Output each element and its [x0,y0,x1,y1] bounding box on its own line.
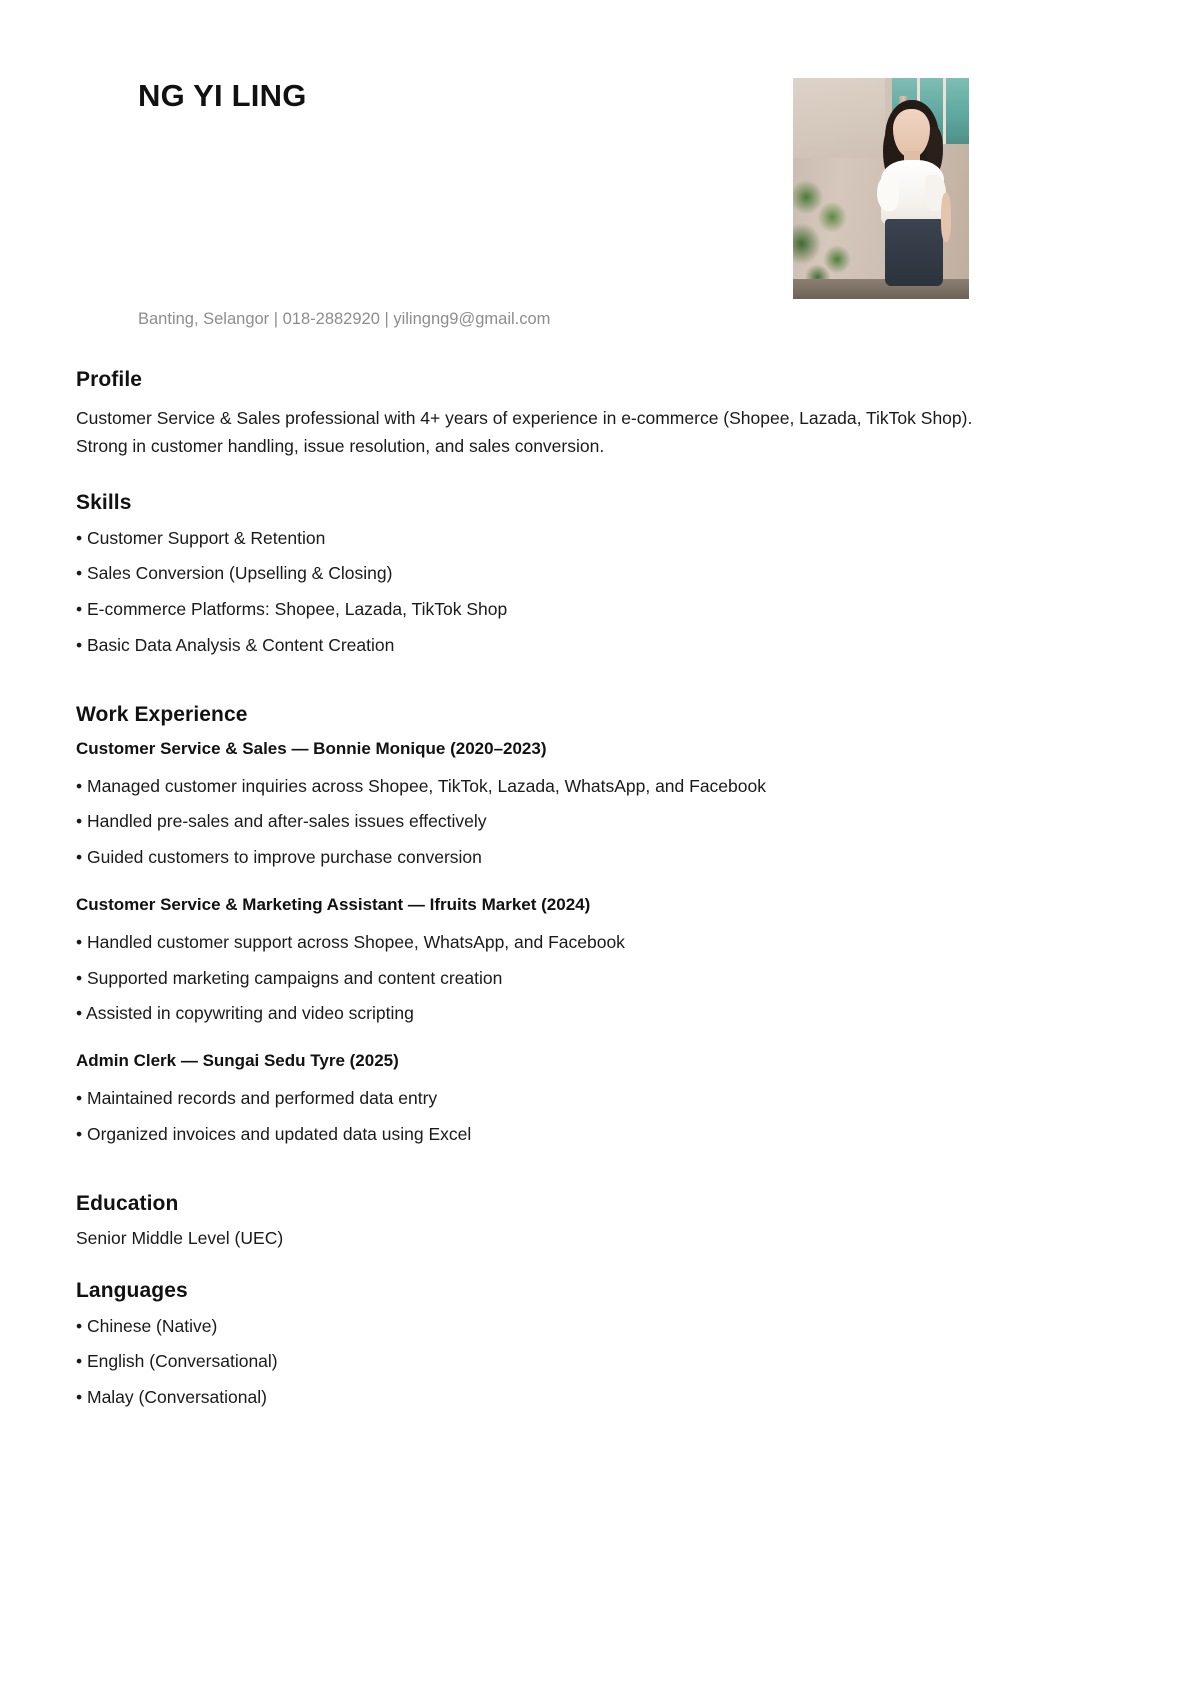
list-item: • E-commerce Platforms: Shopee, Lazada, TikTok Shop [76,599,508,620]
photo-ground [793,279,969,299]
work-experience-section [76,703,1026,1146]
photo-person-arm [941,193,952,242]
page-title: NG YI LING [138,78,307,113]
list-item: • Handled customer support across Shopee, WhatsApp, and Facebook [76,931,625,952]
list-item: • Chinese (Native) [76,1315,218,1336]
job-entry [76,1051,1026,1146]
photo-wall-panel [793,78,885,158]
list-item: • Assisted in copywriting and video scripting [76,1003,414,1024]
photo-person-skirt [885,219,943,285]
photo-foliage [793,175,863,286]
education-heading: Education [76,1191,179,1215]
work-experience-heading: Work Experience [76,702,248,726]
skills-list [76,527,1026,657]
job-entry [76,895,1026,1025]
skills-heading: Skills [76,490,132,514]
list-item: • Customer Support & Retention [76,527,326,548]
education-section [76,1192,1026,1249]
job-entry [76,739,1026,869]
list-item: • Malay (Conversational) [76,1387,267,1408]
job-bullets [76,931,1026,1025]
resume-body [76,368,1026,1409]
list-item: • Managed customer inquiries across Shopee, TikTok, Lazada, WhatsApp, and Facebook [76,775,766,796]
languages-section [76,1279,1026,1409]
job-bullets [76,1087,1026,1146]
languages-list [76,1315,1026,1409]
job-bullets [76,775,1026,869]
profile-text: Customer Service & Sales professional with 4+ years of experience in e-commerce (Shopee, Lazada, TikTok Shop). Strong in customer handling, issue resolution, and sales conversion. [76,408,973,457]
list-item: • English (Conversational) [76,1351,278,1372]
skills-section [76,491,1026,657]
profile-heading: Profile [76,368,143,391]
list-item: • Handled pre-sales and after-sales issues effectively [76,811,487,832]
list-item: • Basic Data Analysis & Content Creation [76,634,395,655]
job-title: Customer Service & Sales — Bonnie Monique (2020–2023) [76,738,547,758]
photo-person-sleeve-left [877,175,898,210]
list-item: • Sales Conversion (Upselling & Closing) [76,563,393,584]
profile-section [76,368,1026,461]
portrait-photo-graphic [793,78,969,299]
job-title: Customer Service & Marketing Assistant — Ifruits Market (2024) [76,894,591,914]
list-item: • Organized invoices and updated data using Excel [76,1123,472,1144]
list-item: • Supported marketing campaigns and content creation [76,967,503,988]
list-item: • Guided customers to improve purchase conversion [76,847,482,868]
languages-heading: Languages [76,1278,188,1302]
list-item: • Maintained records and performed data entry [76,1088,438,1109]
contact-line: Banting, Selangor | 018-2882920 | yilingng9@gmail.com [138,310,551,328]
portrait-photo [793,78,969,299]
education-entry: Senior Middle Level (UEC) [76,1227,284,1248]
job-title: Admin Clerk — Sungai Sedu Tyre (2025) [76,1051,399,1071]
resume-header [0,0,1191,328]
